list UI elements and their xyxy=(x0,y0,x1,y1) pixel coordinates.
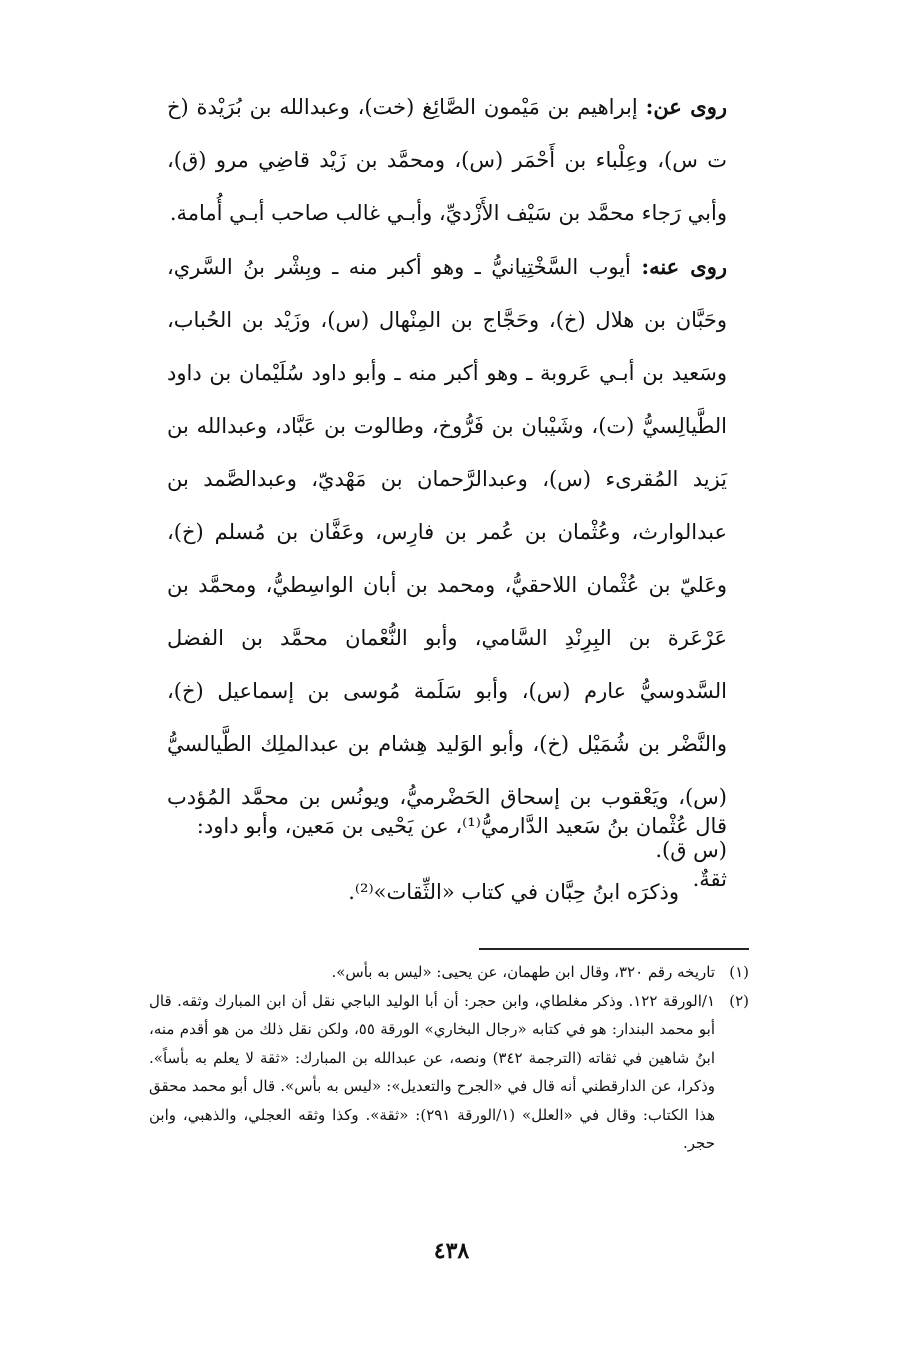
grading-paragraph: قال عُثْمان بنُ سَعيد الدَّارميُّ⁽¹⁾، عن يَحْيى بن مَعين، وأبو داود: ثقةٌ. xyxy=(196,814,727,891)
narrated-by-paragraph xyxy=(167,240,727,877)
footnote-1 xyxy=(149,958,749,987)
footnote-2-number: (٢) xyxy=(729,991,749,1010)
narrated-from-heading: روى عن: xyxy=(645,94,727,119)
footnotes xyxy=(149,958,749,1158)
footnote-2-text: ١/الورقة ١٢٢. وذكر مغلطاي، وابن حجر: أن أبا الوليد الباجي نقل أن ابن المبارك وثقه. قال أبو محمد البندار: هو في كتابه «رجال البخاري» الورقة ٥٥، ولكن نقل ذلك من هو أقدم منه، ابنُ شاهين في ثقاته (الترجمة ٣٤٢) ونصه، عن عبدالله بن المبارك: «ثقة لا يعلم به بأساً». وذكرا، عن الدارقطني أنه قال في «الجرح والتعديل»: «ليس به بأس». قال أبو محمد محقق هذا الكتاب: وقال في «العلل» (١/الورقة ٢٩١): «ثقة». وكذا وثقه العجلي، والذهبي، وابن حجر. xyxy=(149,991,716,1152)
footnote-1-text: تاريخه رقم ٣٢٠، وقال ابن طهمان، عن يحيى: «ليس به بأس». xyxy=(331,963,715,981)
footnote-1-number: (١) xyxy=(729,963,749,981)
narrated-by-heading: روى عنه: xyxy=(641,254,727,279)
footnote-2 xyxy=(149,987,749,1158)
page-number: ٤٣٨ xyxy=(433,1238,470,1264)
narrated-from-text: إبراهيم بن مَيْمون الصَّائِغ (خت)، وعبدالله بن بُرَيْدة (خ ت س)، وعِلْباء بن أَحْمَر (س)، ومحمَّد بن زَيْد قاضِي مرو (ق)، وأبي رَجاء محمَّد بن سَيْف الأَزْديِّ، وأبـي غالب صاحب أبـي أُمامة. xyxy=(167,95,727,225)
ibn-hibban-paragraph: وذكرَه ابنُ حِبَّان في كتاب «الثِّقات»⁽²⁾. xyxy=(348,880,679,904)
narrated-by-text: أيوب السَّخْتِيانيُّ ـ وهو أكبر منه ـ وبِشْر بنُ السَّري، وحَبَّان بن هلال (خ)، وحَجَّاج بن المِنْهال (س)، وزَيْد بن الحُباب، وسَعيد بن أبـي عَروبة ـ وهو أكبر منه ـ وأبو داود سُلَيْمان بن داود الطَّيالِسيُّ (ت)، وشَيْبان بن فَرُّوخ، وطالوت بن عَبَّاد، وعبدالله بن يَزيد المُقرىء (س)، وعبدالرَّحمان بن مَهْديّ، وعبدالصَّمد بن عبدالوارث، وعُثْمان بن عُمر بن فارِس، وعَفَّان بن مُسلم (خ)، وعَليّ بن عُثْمان اللاحقيُّ، ومحمد بن أبان الواسِطيُّ، ومحمَّد بن عَرْعَرة بن البِرِنْدِ السَّامي، وأبو النُّعْمان محمَّد بن الفضل السَّدوسيُّ عارم (س)، وأبو سَلَمة مُوسى بن إسماعيل (خ)، والنَّضْر بن شُمَيْل (خ)، وأبو الوَليد هِشام بن عبدالملِك الطَّيالسيُّ (س)، ويَعْقوب بن إسحاق الحَضْرميُّ، ويونُس بن محمَّد المُؤدب (س ق). xyxy=(167,255,727,862)
footnote-divider xyxy=(479,948,749,950)
narrated-from-paragraph xyxy=(167,80,727,240)
